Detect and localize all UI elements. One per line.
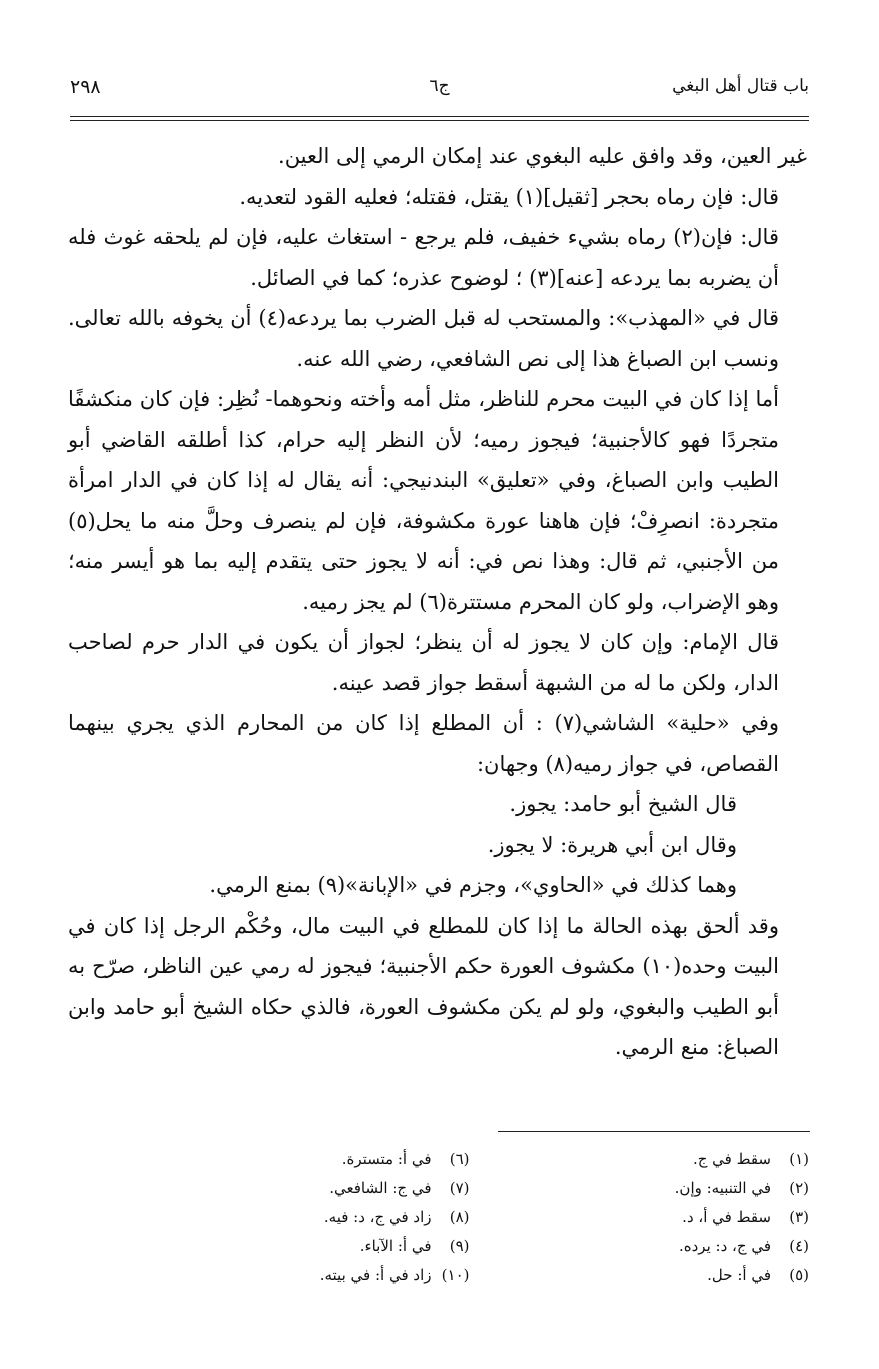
paragraph: قال الإمام: وإن كان لا يجوز له أن ينظر؛ لجواز أن يكون في الدار حرم لصاحب الدار، ولكن ما له من الشبهة أسقط جواز قصد عينه. <box>68 630 779 695</box>
header-rule-inner <box>70 120 809 121</box>
paragraph: غير العين، وقد وافق عليه البغوي عند إمكان الرمي إلى العين. <box>278 144 807 168</box>
footnote-number: (٣) <box>789 1208 809 1226</box>
footnote-text: في أ: متسترة. <box>341 1150 432 1168</box>
footnote <box>130 1145 470 1174</box>
footnote <box>130 1174 470 1203</box>
main-text <box>68 136 807 1068</box>
footnote <box>470 1261 810 1290</box>
footnote-text: في ج: الشافعي. <box>329 1179 432 1197</box>
footnote <box>470 1174 810 1203</box>
footnote-number: (٧) <box>449 1179 470 1197</box>
header-rule <box>70 116 809 117</box>
footnote <box>130 1232 470 1261</box>
footnotes-left-column <box>130 1145 470 1290</box>
running-header <box>70 72 809 112</box>
footnote-number: (٩) <box>449 1237 470 1255</box>
footnote-number: (١) <box>789 1150 809 1168</box>
footnote-text: سقط في أ، د. <box>682 1208 771 1226</box>
paragraph: قال: فإن رماه بحجر [ثقيل](١) يقتل، فقتله؛ فعليه القود لتعديه. <box>239 184 779 209</box>
footnote-text: في أ: حل. <box>707 1266 771 1284</box>
paragraph: وهما كذلك في «الحاوي»، وجزم في «الإبانة»(٩) بمنع الرمي. <box>209 873 737 897</box>
chapter-title: باب قتال أهل البغي <box>672 76 809 96</box>
footnote-number: (١٠) <box>441 1266 470 1284</box>
footnote <box>470 1203 810 1232</box>
footnote-text: في أ: الآباء. <box>359 1237 432 1255</box>
footnote-text: سقط في ج. <box>692 1150 771 1168</box>
footnote <box>130 1261 470 1290</box>
paragraph: أما إذا كان في البيت محرم للناظر، مثل أمه وأخته ونحوهما- نُظِر: فإن كان منكشفًا متجردًا فهو كالأجنبية؛ فيجوز رميه؛ لأن النظر إليه حرام، كذا أطلقه القاضي أبو الطيب وابن الصباغ، وفي «تعليق» البندنيجي: أنه يقال له إذا كان في الدار امرأة متجردة: انصرِفْ؛ فإن هاهنا عورة مكشوفة، فإن لم ينصرف وحلَّ منه ما يحل(٥) من الأجنبي، ثم قال: وهذا نص في: أنه لا يجوز حتى يتقدم إليه بما هو أيسر منه؛ وهو الإضراب، ولو كان المحرم مستترة(٦) لم يجز رميه. <box>68 387 779 614</box>
footnote-rule <box>498 1131 810 1132</box>
footnotes <box>130 1145 809 1290</box>
footnote-text: في ج، د: يرده. <box>679 1237 771 1255</box>
footnote <box>470 1145 810 1174</box>
paragraph: وقال ابن أبي هريرة: لا يجوز. <box>487 832 737 857</box>
footnote-number: (٤) <box>789 1237 809 1255</box>
footnote-number: (٦) <box>449 1150 470 1168</box>
page-number: ٢٩٨ <box>70 76 101 98</box>
paragraph: قال الشيخ أبو حامد: يجوز. <box>509 792 737 816</box>
footnote-number: (٨) <box>449 1208 470 1226</box>
volume-label: ج٦ <box>429 76 450 96</box>
footnote-number: (٥) <box>789 1266 809 1284</box>
footnotes-right-column <box>470 1145 810 1290</box>
footnote <box>130 1203 470 1232</box>
footnote <box>470 1232 810 1261</box>
footnote-text: زاد في ج، د: فيه. <box>323 1208 432 1226</box>
paragraph: قال: فإن(٢) رماه بشيء خفيف، فلم يرجع - استغاث عليه، فإن لم يلحقه غوث فله أن يضربه بما يردعه [عنه](٣) ؛ لوضوح عذره؛ كما في الصائل. <box>68 225 779 290</box>
paragraph: قال في «المهذب»: والمستحب له قبل الضرب بما يردعه(٤) أن يخوفه بالله تعالى. ونسب ابن الصباغ هذا إلى نص الشافعي، رضي الله عنه. <box>68 306 779 371</box>
footnote-number: (٢) <box>789 1179 809 1197</box>
footnote-text: زاد في أ: في بيته. <box>319 1266 432 1284</box>
footnote-text: في التنبيه: وإن. <box>674 1179 771 1197</box>
paragraph: وقد ألحق بهذه الحالة ما إذا كان للمطلع في البيت مال، وحُكْم الرجل إذا كان في البيت وحده(١٠) مكشوف العورة حكم الأجنبية؛ فيجوز له رمي عين الناظر، صرّح به أبو الطيب والبغوي، ولو لم يكن مكشوف العورة، فالذي حكاه الشيخ أبو حامد وابن الصباغ: منع الرمي. <box>68 913 779 1059</box>
paragraph: وفي «حلية» الشاشي(٧) : أن المطلع إذا كان من المحارم الذي يجري بينهما القصاص، في جواز رميه(٨) وجهان: <box>68 711 779 776</box>
